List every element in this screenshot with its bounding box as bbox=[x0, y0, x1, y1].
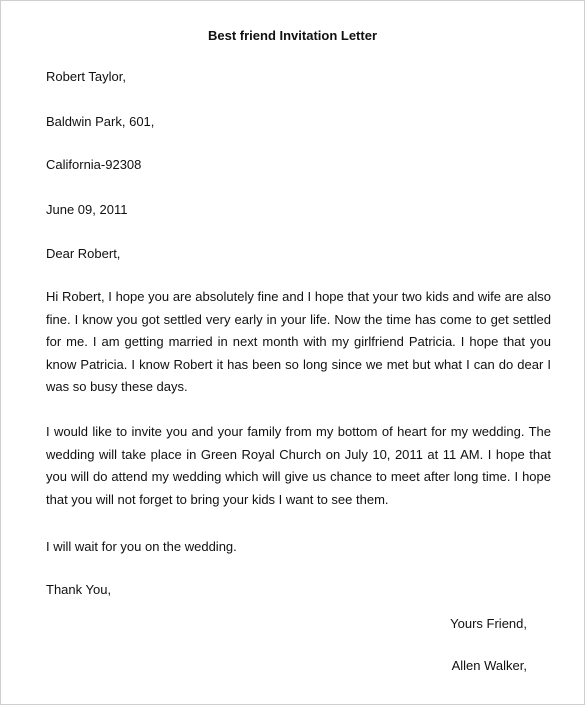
letter-title: Best friend Invitation Letter bbox=[207, 28, 378, 43]
address-line-1: Baldwin Park, 601, bbox=[46, 114, 155, 129]
body-paragraph-2: I would like to invite you and your family from my bottom of heart for my wedding. The wedding will take place in Green Royal Church on July 10, 2011 at 11 AM. I hope that you will do attend my wedding which will give us chance to meet after long time. I hope that you will not forget to bring your kids I want to see them. bbox=[46, 424, 551, 507]
recipient-name: Robert Taylor, bbox=[46, 69, 126, 84]
salutation: Dear Robert, bbox=[46, 246, 121, 261]
sender-name: Allen Walker, bbox=[451, 658, 527, 673]
closing-line: I will wait for you on the wedding. bbox=[46, 539, 237, 554]
thanks-line: Thank You, bbox=[46, 582, 112, 597]
address-line-2: California-92308 bbox=[46, 157, 142, 172]
letter-date: June 09, 2011 bbox=[46, 202, 128, 217]
body-paragraph-1: Hi Robert, I hope you are absolutely fine and I hope that your two kids and wife are also fine. I know you got settled very early in your life. Now the time has come to get settled for me. I am getting married in next month with my girlfriend Patricia. I hope that you know Patricia. I know Robert it has been so long since we met but what I can do dear I was so busy these days. bbox=[46, 289, 551, 394]
sign-off: Yours Friend, bbox=[450, 616, 527, 631]
